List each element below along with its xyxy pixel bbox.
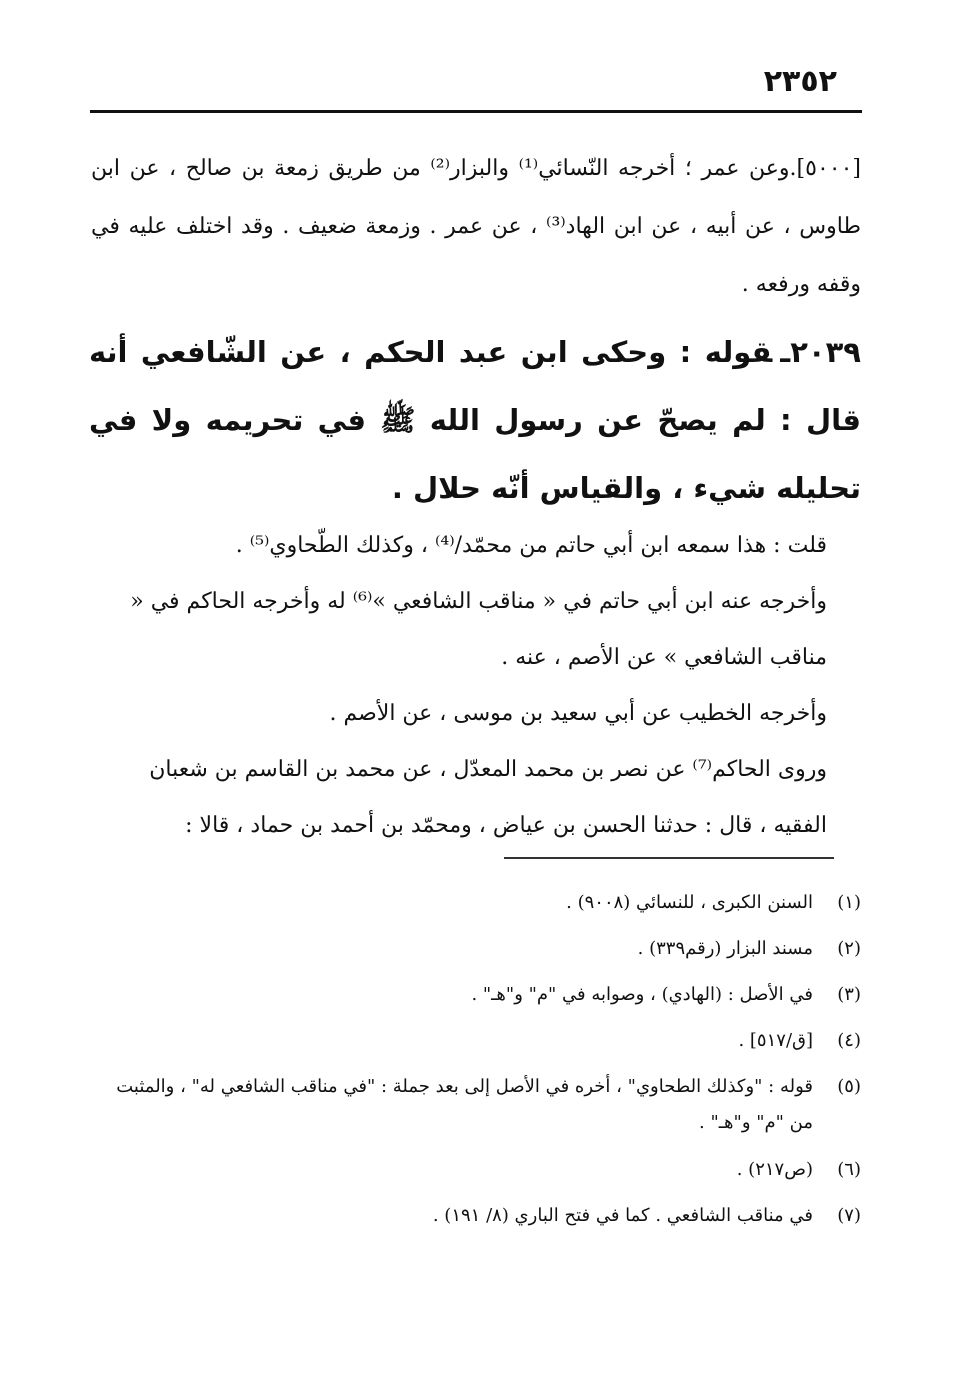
- footnote-text: [ق/٥١٧] .: [738, 1030, 813, 1051]
- footnote: [91, 1064, 861, 1147]
- footnote-number: (٢): [837, 938, 861, 959]
- footnote-text: في مناقب الشافعي . كما في فتح الباري (٨/ ١٩١) .: [432, 1205, 813, 1226]
- footnote-text: في الأصل : (الهادي) ، وصوابه في "م" و"هـ" .: [471, 984, 813, 1005]
- footnote-separator: [504, 857, 834, 859]
- header-rule: [90, 110, 862, 113]
- footnote: [91, 972, 861, 1018]
- footnote-text: مسند البزار (رقم٣٣٩) .: [637, 938, 813, 959]
- footnote-text: (ص٢١٧) .: [736, 1159, 813, 1180]
- intro-paragraph: [٥٠٠٠].وعن عمر ؛ أخرجه النّسائي⁽¹⁾ والبزار⁽²⁾ من طريق زمعة بن صالح ، عن ابن طاوس ، عن أبيه ، عن ابن الهاد⁽³⁾ ، عن عمر . وزمعة ضعيف . وقد اختلف عليه في وقفه ورفعه .: [91, 156, 861, 297]
- footnote: [91, 926, 861, 972]
- footnote: [91, 880, 861, 926]
- body-paragraph: وروى الحاكم⁽⁷⁾ عن نصر بن محمد المعدّل ، عن محمد بن القاسم بن شعبان الفقيه ، قال : حدثنا الحسن بن عياض ، ومحمّد بن أحمد بن حماد ، قالا :: [149, 757, 827, 838]
- footnote-number: (٦): [837, 1159, 861, 1180]
- section-number: ٢٠٣٩ـ: [780, 335, 861, 369]
- footnote-number: (٧): [837, 1205, 861, 1226]
- footnote-text: قوله : "وكذلك الطحاوي" ، أخره في الأصل إلى بعد جملة : "في مناقب الشافعي له" ، والمثبت من "م" و"هـ" .: [116, 1076, 813, 1133]
- footnote-number: (٤): [837, 1030, 861, 1051]
- footnote-number: (٥): [837, 1076, 861, 1097]
- footnote-number: (٣): [837, 984, 861, 1005]
- section-heading: [89, 318, 861, 522]
- body-paragraph: وأخرجه الخطيب عن أبي سعيد بن موسى ، عن الأصم .: [329, 701, 827, 726]
- body-text: [91, 518, 861, 854]
- section-heading-text: قوله : وحكى ابن عبد الحكم ، عن الشّافعي أنه قال : لم يصحّ عن رسول الله ﷺ في تحريمه ولا في تحليله شيء ، والقياس أنّه حلال .: [89, 335, 861, 505]
- body-paragraph: وأخرجه عنه ابن أبي حاتم في « مناقب الشافعي »⁽⁶⁾ له وأخرجه الحاكم في « مناقب الشافعي » عن الأصم ، عنه .: [130, 589, 827, 670]
- page-number: ٢٣٥٢: [763, 64, 837, 99]
- footnotes: [91, 880, 861, 1239]
- body-paragraph: قلت : هذا سمعه ابن أبي حاتم من محمّد/⁽⁴⁾ ، وكذلك الطّحاوي⁽⁵⁾ .: [235, 533, 827, 558]
- footnote: [91, 1147, 861, 1193]
- footnote-number: (١): [837, 892, 861, 913]
- footnote-text: السنن الكبرى ، للنسائي (٩٠٠٨) .: [566, 892, 813, 913]
- footnote: [91, 1193, 861, 1239]
- footnote: [91, 1018, 861, 1064]
